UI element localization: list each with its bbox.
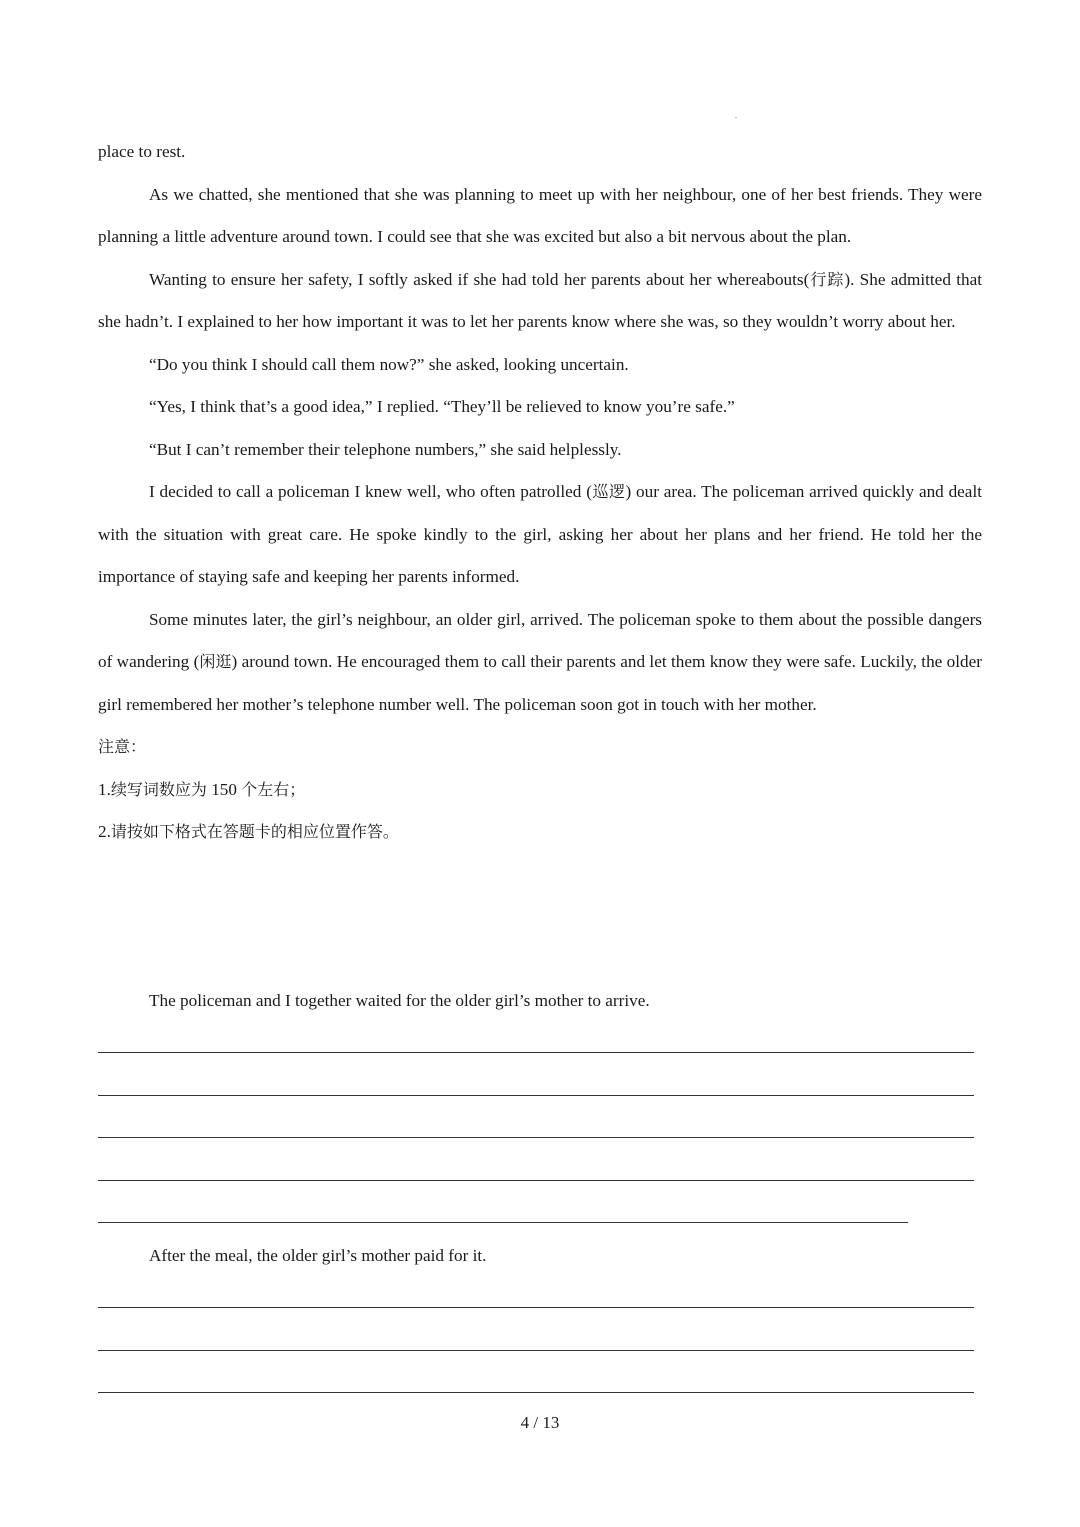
answer-line bbox=[98, 1350, 974, 1351]
paragraph-8: Some minutes later, the girl’s neighbour, an older girl, arrived. The policeman spoke to them about the possible dangers of wandering (闲逛) around town. He encouraged them to call their parents and let them know they were safe. Luckily, the older girl remembered her mother’s telephone number well. The policeman soon got in touch with her mother. bbox=[98, 609, 982, 714]
paragraph-6: “But I can’t remember their telephone numbers,” she said helplessly. bbox=[149, 439, 622, 459]
paragraph-4: “Do you think I should call them now?” she asked, looking uncertain. bbox=[149, 354, 629, 374]
continuation-prompt-1: The policeman and I together waited for the older girl’s mother to arrive. bbox=[149, 991, 650, 1010]
notes-heading: 注意： bbox=[98, 737, 147, 756]
passage-text bbox=[98, 131, 982, 854]
paragraph-1: place to rest. bbox=[98, 142, 186, 161]
answer-line bbox=[98, 1307, 974, 1308]
answer-line bbox=[98, 1180, 974, 1181]
answer-line bbox=[98, 1052, 974, 1053]
notes-item-2: 2.请按如下格式在答题卡的相应位置作答。 bbox=[98, 822, 399, 841]
answer-line bbox=[98, 1095, 974, 1096]
answer-line bbox=[98, 1222, 908, 1223]
page-number: 4 / 13 bbox=[520, 1413, 560, 1432]
paragraph-2: As we chatted, she mentioned that she was planning to meet up with her neighbour, one of her best friends. They were planning a little adventure around town. I could see that she was excited but also a bit nervous about the plan. bbox=[98, 184, 982, 246]
paragraph-7: I decided to call a policeman I knew well, who often patrolled (巡逻) our area. The policeman arrived quickly and dealt with the situation with great care. He spoke kindly to the girl, asking her about her plans and her friend. He told her the importance of staying safe and keeping her parents informed. bbox=[98, 482, 982, 586]
continuation-prompt-2: After the meal, the older girl’s mother paid for it. bbox=[149, 1246, 487, 1265]
notes-item-1: 1.续写词数应为 150 个左右； bbox=[98, 779, 306, 799]
answer-line bbox=[98, 1137, 974, 1138]
paragraph-3: Wanting to ensure her safety, I softly asked if she had told her parents about her whereabouts(行踪). She admitted that she hadn’t. I explained to her how important it was to let her parents know where she was, so they wouldn’t worry about her. bbox=[98, 269, 982, 331]
answer-line bbox=[98, 1392, 974, 1393]
paragraph-5: “Yes, I think that’s a good idea,” I replied. “They’ll be relieved to know you’re safe.” bbox=[149, 397, 735, 416]
scan-speck bbox=[735, 117, 737, 118]
